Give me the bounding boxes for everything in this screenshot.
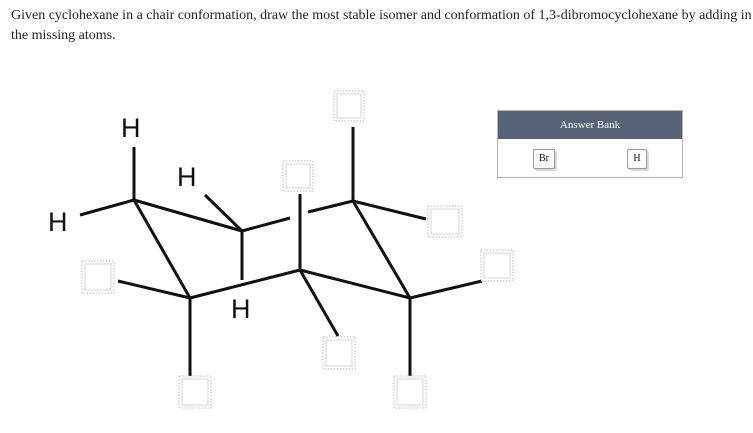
answer-bank-title: Answer Bank	[498, 111, 682, 139]
ring-bond	[308, 201, 353, 212]
equatorial-bond	[80, 200, 134, 215]
equatorial-bond	[300, 270, 338, 336]
drop-target[interactable]	[179, 376, 211, 408]
answer-bank	[497, 110, 683, 178]
drop-target[interactable]	[394, 376, 426, 408]
equatorial-bond	[410, 281, 482, 298]
atom-label-h: H	[48, 207, 68, 237]
question-text: Given cyclohexane in a chair conformation, draw the most stable isomer and conformation of 1,3-dibromocyclohexane by adding in the missing atoms.	[11, 8, 752, 43]
ring-bond	[300, 270, 410, 298]
atom-label-h: H	[177, 162, 197, 192]
answer-chip-br[interactable]: Br	[533, 149, 555, 169]
ring-bond	[353, 201, 410, 298]
drop-target[interactable]	[323, 337, 355, 369]
drop-target[interactable]	[283, 161, 313, 191]
equatorial-bond	[353, 201, 426, 219]
chair-bonds	[80, 127, 482, 376]
drop-target[interactable]	[334, 91, 364, 121]
drop-target[interactable]	[428, 206, 462, 237]
drop-target[interactable]	[481, 250, 513, 281]
drop-target[interactable]	[82, 261, 114, 293]
atom-label-h: H	[121, 113, 141, 143]
answer-chip-h[interactable]: H	[627, 149, 647, 169]
ring-bond	[242, 218, 290, 231]
atom-label-h: H	[231, 294, 251, 324]
equatorial-bond	[118, 281, 190, 298]
